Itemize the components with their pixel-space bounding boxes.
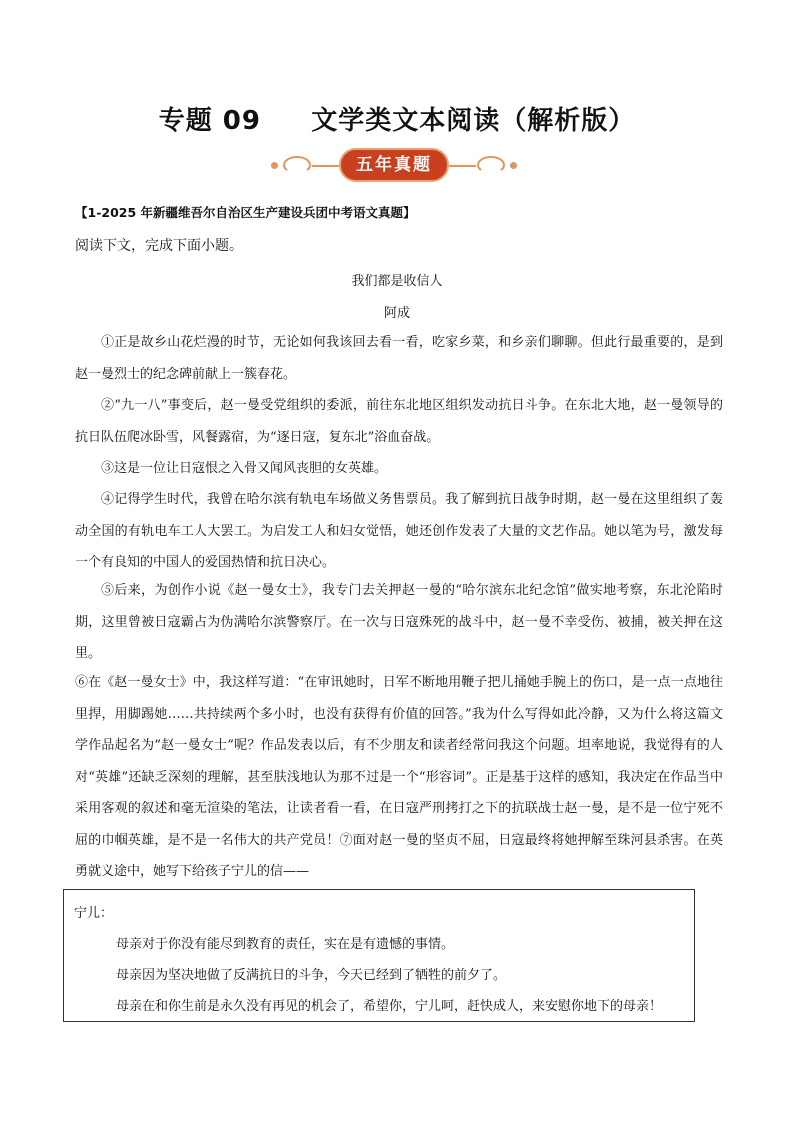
letter-box	[63, 889, 695, 1022]
ornament-dot-right	[510, 162, 517, 169]
ornament-swirl-left	[283, 156, 311, 174]
paragraph-4: ④记得学生时代，我曾在哈尔滨有轨电车场做义务售票员。我了解到抗日战争时期，赵一曼在这里组织了轰动全国的有轨电车工人大罢工。为启发工人和妇女觉悟，她还创作发表了大量的文艺作品。她以笔为号，激发每一个有良知的中国人的爱国热情和抗日决心。	[75, 492, 723, 570]
letter-line: 母亲因为坚决地做了反满抗日的斗争，今天已经到了牺牲的前夕了。	[116, 968, 507, 983]
page-title: 专题 09 文学类文本阅读（解析版）	[158, 106, 636, 136]
ornament-swirl-right	[477, 156, 505, 174]
question-source: 【1-2025 年新疆维吾尔自治区生产建设兵团中考语文真题】	[75, 205, 416, 220]
ornament-dot-left	[271, 162, 278, 169]
paragraph-3: ③这是一位让日寇恨之入骨又闻风丧胆的女英雄。	[101, 461, 388, 476]
paragraph-6: ⑥在《赵一曼女士》中，我这样写道：“在审讯她时，日军不断地用鞭子把儿捅她手腕上的伤口，是一点一点地往里捍，用脚踢她……共持续两个多小时，也没有获得有价值的回答。”我为什么写得如此冷静，又为什么将这篇文学作品起名为“赵一曼女士”呢？作品发表以后，有不少朋友和读者经常问我这个问题。坦率地说，我觉得有的人对“英雄”还缺乏深刻的理解，甚至肤浅地认为那不过是一个“形容词”。正是基于这样的感知，我决定在作品当中采用客观的叙述和毫无渲染的笔法，让读者看一看，在日寇严刑拷打之下的抗联战士赵一曼，是不是一位宁死不屈的巾帼英雄，是不是一名伟大的共产党员！⑦面对赵一曼的坚贞不屈，日寇最终将她押解至珠河县杀害。在英勇就义途中，她写下给孩子宁儿的信——	[75, 675, 723, 879]
article-author: 阿成	[383, 306, 410, 321]
paragraph-2: ②“九一八”事变后，赵一曼受党组织的委派，前往东北地区组织发动抗日斗争。在东北大地，赵一曼领导的抗日队伍爬冰卧雪，风餐露宿，为“逐日寇，复东北”浴血奋战。	[75, 398, 723, 445]
ornament-line-right	[449, 165, 476, 167]
paragraph-5: ⑤后来，为创作小说《赵一曼女士》，我专门去关押赵一曼的“哈尔滨东北纪念馆”做实地考察，东北沦陷时期，这里曾被日寇霸占为伪满哈尔滨警察厅。在一次与日寇殊死的战斗中，赵一曼不幸受伤、被捕，被关押在这里。	[75, 583, 723, 661]
article-title: 我们都是收信人	[351, 274, 443, 289]
letter-line: 母亲在和你生前是永久没有再见的机会了，希望你，宁儿呵，赶快成人，来安慰你地下的母亲！	[116, 999, 663, 1014]
ornament-line-left	[312, 165, 339, 167]
letter-greeting: 宁儿：	[74, 906, 114, 921]
letter-line: 母亲对于你没有能尽到教育的责任，实在是有遗憾的事情。	[116, 937, 455, 952]
section-banner	[0, 145, 794, 185]
five-year-badge: 五年真题	[339, 148, 449, 182]
question-instruction: 阅读下文，完成下面小题。	[75, 238, 243, 254]
paragraph-1: ①正是故乡山花烂漫的时节，无论如何我该回去看一看，吃家乡菜，和乡亲们聊聊。但此行最重要的，是到赵一曼烈士的纪念碑前献上一簇春花。	[75, 335, 723, 382]
